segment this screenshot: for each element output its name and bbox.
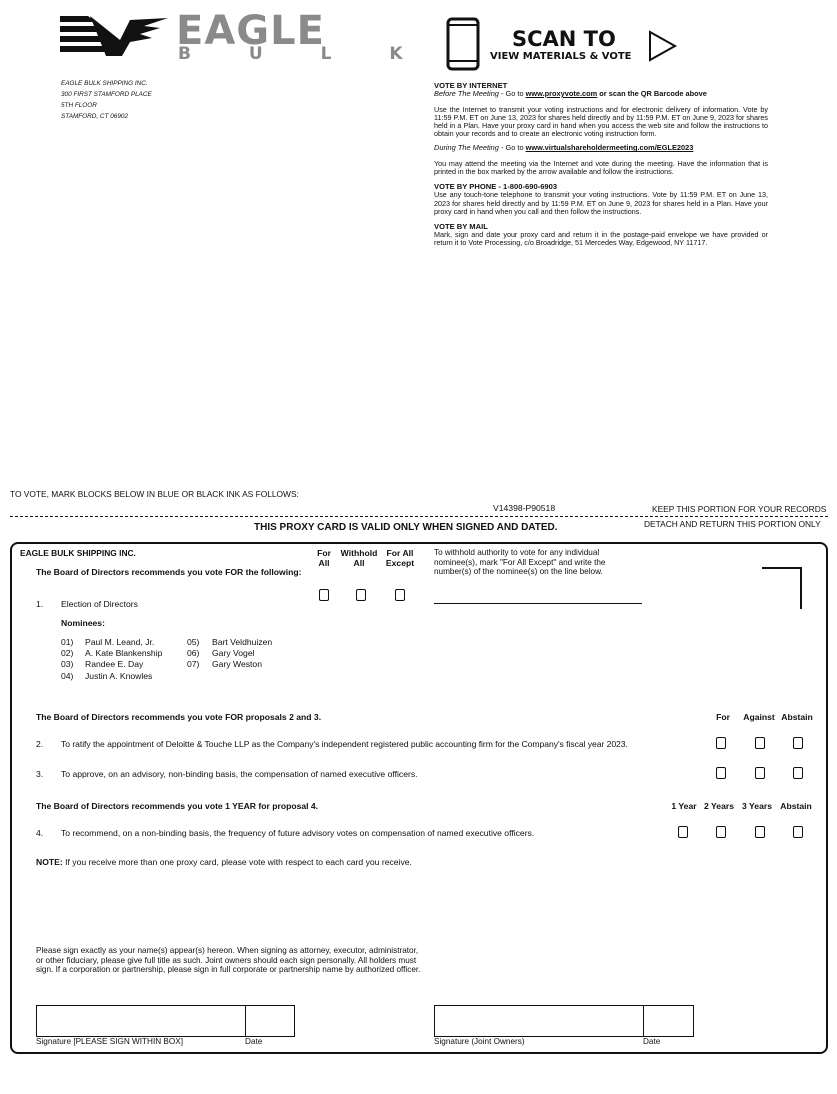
eagle-logo-icon [60,12,170,60]
signing-instructions: Please sign exactly as your name(s) appear(s) hereon. When signing as attorney, executor, administrator, or other fiduciary, please give full title as such. Joint owners should each sign personally. All holders must sign. If a corporation or partnership, please sign in full corporate or partnership name by authorized officer. [36,946,421,975]
item-4-text: To recommend, on a non-binding basis, the frequency of future advisory votes on compensation of named executive officers. [61,828,535,838]
col-for: For [716,712,730,722]
date-box[interactable] [244,1005,295,1037]
board-recommendation-3: The Board of Directors recommends you vote 1 YEAR for proposal 4. [36,801,319,811]
col-abstain: Abstain [781,712,813,722]
joint-date-box[interactable] [642,1005,694,1037]
joint-signature-label: Signature (Joint Owners) [434,1037,525,1046]
nominees-left [61,637,162,682]
item-4-2-years-checkbox[interactable] [716,826,726,838]
logo-word-bulk: B U L K [178,44,429,64]
nominee-row [61,637,162,648]
item-2-against-checkbox[interactable] [755,737,765,749]
col-1-year: 1 Year [671,801,697,811]
nominee-row [187,648,272,659]
vote-internet-heading: VOTE BY INTERNET [434,81,508,90]
before-label: Before The Meeting [434,89,499,98]
joint-signature-box[interactable] [434,1005,644,1037]
nominee-row [187,659,272,670]
nominees-label: Nominees: [61,618,105,628]
control-id: V14398-P90518 [493,503,556,513]
item-3-number: 3. [36,769,44,779]
signature-label: Signature [PLEASE SIGN WITHIN BOX] [36,1037,183,1046]
valid-notice: THIS PROXY CARD IS VALID ONLY WHEN SIGNED AND DATED. [254,522,558,533]
during-label: During The Meeting [434,143,499,153]
keep-portion-label: KEEP THIS PORTION FOR YOUR RECORDS [652,504,827,514]
board-recommendation-1: The Board of Directors recommends you vote FOR the following: [36,567,302,577]
item-4-1-year-checkbox[interactable] [678,826,688,838]
nominee-name: Randee E. Day [85,659,144,670]
scan-to-heading: SCAN TO [512,27,616,51]
for-all-except-checkbox[interactable] [395,589,405,601]
item-3-against-checkbox[interactable] [755,767,765,779]
address-line: 5TH FLOOR [61,102,97,109]
nominee-name: A. Kate Blankenship [85,648,163,659]
nominee-number: 01) [61,637,74,647]
nominee-name: Paul M. Leand, Jr. [85,637,155,647]
nominee-number: 06) [187,648,200,659]
nominee-number: 04) [61,670,74,681]
item-1-text: Election of Directors [61,599,138,609]
col-for-all: For All [317,548,331,568]
col-withhold-all: Withhold All [340,548,378,568]
col-2-years: 2 Years [704,801,734,811]
exception-line[interactable] [434,603,642,604]
withhold-all-checkbox[interactable] [356,589,366,601]
col-for-all-except: For All Except [385,548,415,568]
item-2-abstain-checkbox[interactable] [793,737,803,749]
card-company-name: EAGLE BULK SHIPPING INC. [20,548,136,558]
proxyvote-link[interactable]: www.proxyvote.com [525,89,598,98]
signature-box[interactable] [36,1005,246,1037]
item-2-number: 2. [36,739,44,749]
during-text: - Go to [498,143,526,153]
note [36,857,412,867]
mail-paragraph: Mark, sign and date your proxy card and return it in the postage-paid envelope we have provided or return it to Vote Processing, c/o Broadridge, 51 Mercedes Way, Edgewood, NY 11717. [434,230,768,248]
nominee-number: 05) [187,637,200,647]
address-line: EAGLE BULK SHIPPING INC. [61,80,148,87]
mark-instructions: TO VOTE, MARK BLOCKS BELOW IN BLUE OR BLACK INK AS FOLLOWS: [10,489,299,499]
item-3-text: To approve, on an advisory, non-binding basis, the compensation of named executive officers. [61,769,418,779]
company-address [61,78,152,122]
item-4-3-years-checkbox[interactable] [755,826,765,838]
address-line: STAMFORD, CT 06902 [61,113,128,120]
detach-dashed-line [10,516,828,517]
nominee-number: 03) [61,659,74,670]
internet-paragraph: Use the Internet to transmit your voting instructions and for electronic delivery of information. Vote by 11:59 P.M. ET on June 13, 2023 for shares held directly and by 11:59 P.M. ET on June 9, 2023 for shares held in a Plan. Have your proxy card in hand when you access the web site and follow the instructions to obtain your records and to create an electronic voting instruction form. [434,104,768,139]
nominee-number: 07) [187,659,200,670]
nominees-right [187,637,272,671]
item-3-for-checkbox[interactable] [716,767,726,779]
phone-paragraph: Use any touch-tone telephone to transmit your voting instructions. Vote by 11:59 P.M. ET on June 13, 2023 for shares held directly and by 11:59 P.M. ET on June 9, 2023 for shares held in a Plan. Have your proxy card in hand when you call and then follow the instructions. [434,190,768,216]
col-3-years: 3 Years [742,801,772,811]
proxy-card [10,542,828,1054]
item-1-number: 1. [36,599,44,609]
nominee-name: Gary Weston [212,659,262,670]
item-3-abstain-checkbox[interactable] [793,767,803,779]
for-all-checkbox[interactable] [319,589,329,601]
joint-date-label: Date [643,1037,661,1046]
item-2-for-checkbox[interactable] [716,737,726,749]
during-meeting-line [434,144,768,153]
item-4-number: 4. [36,828,44,838]
nominee-row [61,671,162,682]
detach-portion-label: DETACH AND RETURN THIS PORTION ONLY [644,519,821,529]
item-4-abstain-checkbox[interactable] [793,826,803,838]
nominee-row [61,648,162,659]
address-line: 300 FIRST STAMFORD PLACE [61,91,152,98]
nominee-number: 02) [61,648,74,659]
phone-icon [446,17,480,76]
date-label: Date [245,1037,263,1046]
nominee-name: Bart Veldhuizen [212,637,273,647]
col-against: Against [743,712,775,722]
nominee-row [187,637,272,648]
voting-instructions [434,81,768,247]
nominee-row [61,659,162,670]
nominee-name: Justin A. Knowles [85,670,153,681]
withhold-instructions: To withhold authority to vote for any individual nominee(s), mark "For All Except" and write the number(s) of the nominee(s) on the line below. [434,548,606,577]
col-abstain-4: Abstain [780,801,812,811]
before-meeting-line [434,90,768,99]
logo-word-eagle: EAGLE [176,8,325,54]
scan-subheading: VIEW MATERIALS & VOTE [490,51,632,62]
before-tail: or scan the QR Barcode above [597,89,707,98]
note-label: NOTE: [36,857,63,867]
vote-mail-heading: VOTE BY MAIL [434,222,488,232]
vote-phone-heading: VOTE BY PHONE - 1-800-690-6903 [434,182,558,192]
during-paragraph: You may attend the meeting via the Internet and vote during the meeting. Have the information that is printed in the box marked by the arrow available and follow the instructions. [434,159,768,177]
virtual-meeting-link[interactable]: www.virtualshareholdermeeting.com/EGLE2023 [525,143,694,153]
item-2-text: To ratify the appointment of Deloitte & Touche LLP as the Company's independent registered public accounting firm for the Company's fiscal year 2023. [61,739,628,749]
play-arrow-icon [648,30,678,67]
board-recommendation-2: The Board of Directors recommends you vote FOR proposals 2 and 3. [36,712,322,722]
nominee-name: Gary Vogel [212,648,255,659]
note-text: If you receive more than one proxy card, please vote with respect to each card you receive. [62,857,412,867]
control-box-corner [762,567,802,609]
before-text: - Go to [498,89,526,98]
